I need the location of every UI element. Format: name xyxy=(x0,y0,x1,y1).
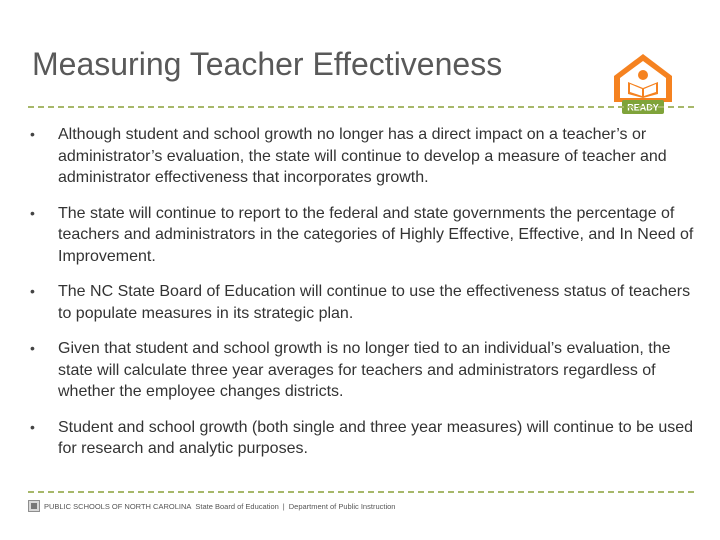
bullet-item xyxy=(30,281,698,324)
bullet-text: Student and school growth (both single and three year measures) will continue to be used for research and analytic purposes. xyxy=(58,418,694,457)
bullet-item xyxy=(30,203,698,268)
footer-divider xyxy=(28,491,694,493)
bullet-text: Although student and school growth no longer has a direct impact on a teacher’s or administrator’s evaluation, the state will continue to develop a measure of teacher and administrator effectiveness that incorporates growth. xyxy=(58,126,667,186)
footer-board: State Board of Education xyxy=(195,501,279,511)
title-divider xyxy=(28,106,694,108)
bullet-dot: • xyxy=(30,283,35,299)
bullet-text: Given that student and school growth is no longer tied to an individual’s evaluation, the state will calculate three year averages for teachers and administrators regardless of whether the employee changes districts. xyxy=(58,340,671,400)
bullet-item xyxy=(30,124,698,189)
bullet-dot: • xyxy=(30,204,35,221)
footer xyxy=(28,499,395,513)
footer-separator: | xyxy=(282,501,285,511)
bullet-text: The NC State Board of Education will continue to use the effectiveness status of teachers to populate measures in its strategic plan. xyxy=(58,283,691,322)
bullet-text: The state will continue to report to the federal and state governments the percentage of teachers and administrators in the categories of Highly Effective, Effective, and In Need of Improvement. xyxy=(58,204,694,265)
nc-seal-icon xyxy=(28,500,40,512)
bullet-list xyxy=(30,124,698,474)
logo-label: READY xyxy=(627,102,659,113)
bullet-item xyxy=(30,417,698,460)
bullet-dot: • xyxy=(30,418,35,435)
bullet-item xyxy=(30,338,698,403)
footer-org: PUBLIC SCHOOLS OF NORTH CAROLINA xyxy=(44,501,192,511)
bullet-dot: • xyxy=(30,340,35,356)
bullet-dot: • xyxy=(30,126,35,142)
slide-title: Measuring Teacher Effectiveness xyxy=(32,46,503,82)
footer-dept: Department of Public Instruction xyxy=(288,501,396,511)
